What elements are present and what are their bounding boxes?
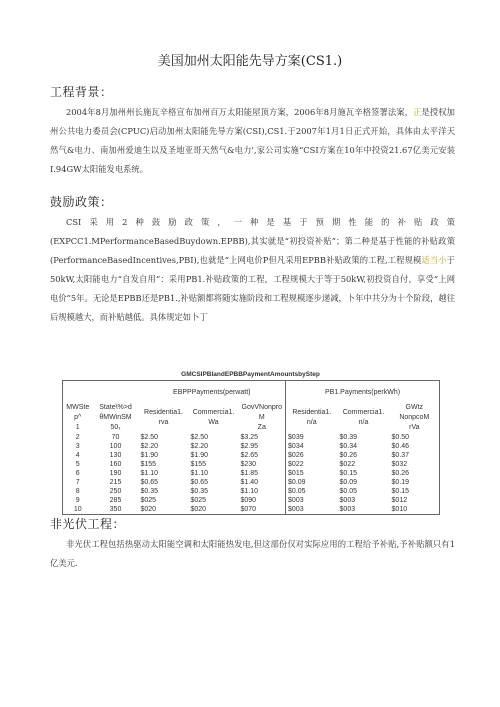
table-cell: $2.95 [240, 443, 259, 450]
table-cell: $0.34 [339, 443, 358, 450]
table-cell: $012 [391, 497, 408, 504]
table-cell: $2.65 [240, 452, 259, 459]
column-header: GWtz NonpcoM rVa [399, 404, 430, 431]
table-cell: $0.26 [339, 452, 358, 459]
table-cell: $2.20 [190, 443, 209, 450]
paragraph-background [50, 103, 455, 179]
section-heading-incentive: 鼓励政策： [50, 195, 113, 209]
paragraph-text: CSI采用2种鼓励政策，一种是基于预期性能的补贴政策(EXPCC1.MPerformanceBasedBuydown.EPBB),其实就是“初投资补贴”；第二种是基于性能的补贴政策(PerformanceBasedIncentives,PBI),也就是“上网电价P但凡采用EPBB补贴政策的工程,工程规模 [50, 217, 455, 265]
table-cell: 100 [109, 443, 122, 450]
table-row [63, 478, 440, 487]
table-cell: 6 [75, 470, 80, 477]
table-header-row [63, 403, 440, 433]
table-cell: $1.40 [240, 479, 259, 486]
paragraph-text: 非光伏工程包括热驱动太阳能空调和太阳能热发电,但这部份仅对实际应用的工程给予补贴,予补贴额只有1亿美元. [50, 539, 455, 568]
table-cell: $026 [286, 451, 338, 460]
table-cell: $1.10 [240, 488, 259, 495]
table-cell: $2.50 [190, 434, 209, 441]
table-cell: $0.26 [391, 470, 410, 477]
payment-table [62, 380, 440, 515]
table-row [63, 487, 440, 496]
table-cell: $0.09 [339, 479, 358, 486]
table-cell: 5 [75, 461, 80, 468]
table-cell: 9 [75, 497, 80, 504]
table-cell: $010 [391, 506, 408, 513]
table-cell: $0.15 [391, 488, 410, 495]
table-cell: $025 [140, 497, 157, 504]
table-cell: $020 [140, 506, 157, 513]
table-cell: $0.15 [339, 470, 358, 477]
document-title: 美国加州太阳能先导方案(CS1.) [157, 54, 343, 69]
table-row [63, 451, 440, 460]
table-cell: $032 [391, 461, 408, 468]
table-row [63, 442, 440, 451]
table-cell: $2.20 [140, 443, 159, 450]
table-cell: $2.50 [140, 434, 159, 441]
table-cell: $0.09 [286, 478, 338, 487]
paragraph-incentive [50, 213, 455, 327]
payment-table-block [62, 371, 439, 515]
column-header: Residentia1. n/a [286, 403, 338, 433]
table-cell: $0.35 [190, 488, 209, 495]
table-cell: $070 [240, 506, 257, 513]
column-header: Commercia1. Wa [192, 409, 235, 426]
table-cell: 70 [111, 434, 120, 441]
table-cell: $020 [190, 506, 207, 513]
table-cell: 4 [75, 452, 80, 459]
column-header: Commercia1. n/a [342, 409, 385, 426]
paragraph-non-pv [50, 535, 455, 573]
table-cell: $034 [286, 442, 338, 451]
table-cell: 190 [109, 470, 122, 477]
table-cell: $230 [240, 461, 257, 468]
table-cell: $003 [286, 496, 338, 505]
table-cell: $1.10 [190, 470, 209, 477]
table-cell: $022 [286, 460, 338, 469]
highlighted-text: 正 [413, 107, 422, 117]
table-cell: 10 [73, 506, 82, 513]
table-cell: $090 [240, 497, 257, 504]
table-cell: 215 [109, 479, 122, 486]
table-cell: 7 [75, 479, 80, 486]
table-row [63, 469, 440, 478]
table-cell: $1.10 [140, 470, 159, 477]
table-cell: $1.85 [240, 470, 259, 477]
group-header-epbb: EBPPPayments(perwatt) [173, 388, 251, 396]
table-cell: $3.25 [240, 434, 259, 441]
table-cell: 3 [75, 443, 80, 450]
column-header: GovVNonpro M Za [241, 404, 282, 431]
table-cell: 285 [109, 497, 122, 504]
table-title: GMCSIPBIandEPBBPaymentAmountsbyStep [181, 371, 320, 378]
paragraph-text: 于50kW,太阳能电力“自发自用”：采用PB1.补贴政策的工程，工程规模大于等于50kW,初投资自付，享受“上网电价”5年。无论是EPBB还是PB1.,补贴额都将随实施阶段和工程规模逐步递减，卜年中共分为十个阶段，越往后规模越大，而补贴越低。具体规定如卜丁 [50, 255, 455, 322]
table-row [63, 460, 440, 469]
table-body [63, 433, 440, 515]
table-cell: $155 [190, 461, 207, 468]
table-cell: 250 [109, 488, 122, 495]
paragraph-text: 是授权加州公共电力委员会(CPUC)启动加州太阳能先导方案(CSI),CS1.于2007年1月1日正式开始，具体由太平洋天然气&电力、南加州爱迪生以及圣地亚哥天然气&电力',家公司实施“CSI方案在10年中投资21.67亿美元安装I.94GW太阳能发电系统。 [50, 107, 455, 174]
table-cell: $0.05 [339, 488, 358, 495]
table-cell: 2 [75, 434, 80, 441]
table-cell: $0.39 [339, 434, 358, 441]
table-cell: $039 [286, 433, 338, 442]
table-cell: $1.90 [140, 452, 159, 459]
section-heading-background: 工程背景： [50, 85, 113, 99]
table-cell: 350 [109, 506, 122, 513]
table-row [63, 505, 440, 515]
table-cell: $1.90 [190, 452, 209, 459]
table-cell: $155 [140, 461, 157, 468]
table-cell: $0.37 [391, 452, 410, 459]
table-group-header-row [63, 381, 440, 404]
group-header-pbi: PB1.Payments(perkWh) [286, 381, 440, 404]
table-cell: $003 [286, 505, 338, 515]
table-row [63, 496, 440, 505]
table-cell: $003 [339, 497, 356, 504]
section-heading-non-pv: 非光伏工程： [50, 517, 126, 531]
table-cell: $022 [339, 461, 356, 468]
table-cell: 160 [109, 461, 122, 468]
table-cell: 8 [75, 488, 80, 495]
table-cell: $0.46 [391, 443, 410, 450]
table-cell: 130 [109, 452, 122, 459]
column-header: MWSte p^ 1 [66, 404, 90, 431]
table-cell: $0.50 [391, 434, 410, 441]
table-cell: $0.35 [140, 488, 159, 495]
highlighted-text: 适当小 [421, 255, 447, 265]
table-cell: $0.65 [140, 479, 159, 486]
table-cell: $0.65 [190, 479, 209, 486]
paragraph-text: 2004年8月加州州长施瓦辛格宣布加州百万太阳能屋顶方案，2006年8月施瓦辛格签署法案， [66, 107, 414, 117]
column-header: Residentia1. rva [144, 409, 183, 426]
table-cell: $0.19 [391, 479, 410, 486]
table-cell: $025 [190, 497, 207, 504]
table-cell: $003 [339, 506, 356, 513]
column-header: State\%>d θMWinSM 50₁ [99, 404, 132, 431]
table-cell: $015 [286, 469, 338, 478]
table-row [63, 433, 440, 442]
table-cell: $0.05 [286, 487, 338, 496]
